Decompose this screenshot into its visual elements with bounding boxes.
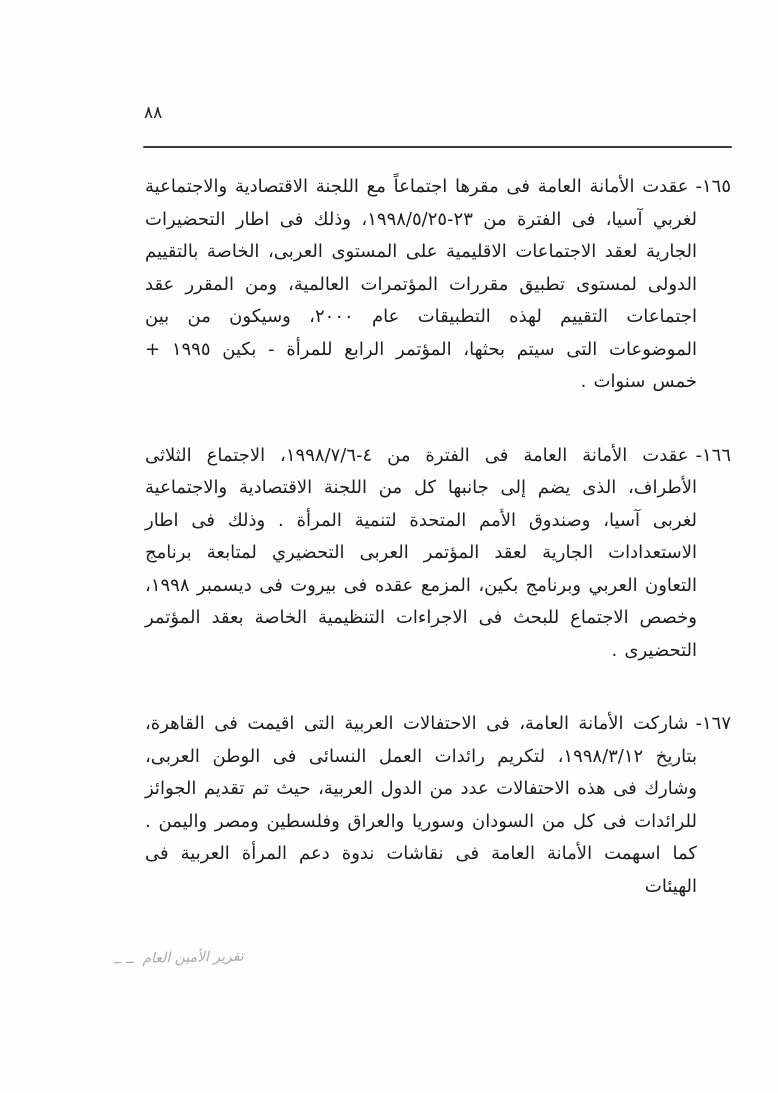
header-rule [143, 146, 732, 148]
document-body [145, 171, 731, 903]
paragraph-text: عقدت الأمانة العامة فى مقرها اجتماعاً مع اللجنة الاقتصادية والاجتماعية لغربي آسيا، فى الفترة من ٢٣-١٩٩٨/٥/٢٥، وذلك فى اطار التحضيرات الجارية لعقد الاجتماعات الاقليمية على المستوى العربى، الخاصة بالتقييم الدولى لمستوى تطبيق مقررات المؤتمرات العالمية، ومن المقرر عقد اجتماعات التقييم لهذه التطبيقات عام ٢٠٠٠، وسيكون من بين الموضوعات التى سيتم بحثها، المؤتمر الرابع للمرأة - بكين ١٩٩٥ + خمس سنوات . [145, 176, 698, 392]
paragraph-165 [145, 171, 731, 399]
paragraph-text: شاركت الأمانة العامة، فى الاحتفالات العربية التى اقيمت فى القاهرة، بتاريخ ١٩٩٨/٣/١٢، لتكريم رائدات العمل النسائى فى الوطن العربى، وشارك فى هذه الاحتفالات عدد من الدول العربية، حيث تم تقديم الجوائز للرائدات فى كل من السودان وسوريا والعراق وفلسطين ومصر واليمن . كما اسهمت الأمانة العامة فى نقاشات ندوة دعم المرأة العربية فى الهيئات [145, 713, 697, 897]
paragraph-167 [145, 708, 731, 903]
paragraph-number: ١٦٥- [695, 176, 731, 197]
paragraph-number: ١٦٧- [695, 713, 731, 734]
handwritten-note: تقرير الأمين العام [142, 948, 244, 967]
page-number: ٨٨ [144, 103, 163, 123]
paragraph-166 [145, 440, 731, 668]
footer-dashes: ــ ــ [113, 951, 134, 967]
paragraph-text: عقدت الأمانة العامة فى الفترة من ٤-١٩٩٨/٧/٦، الاجتماع الثلاثى الأطراف، الذى يضم إلى جانبها كل من اللجنة الاقتصادية والاجتماعية لغربى آسيا، وصندوق الأمم المتحدة لتنمية المرأة . وذلك فى اطار الاستعدادات الجارية لعقد المؤتمر العربى التحضيري لمتابعة برنامج التعاون العربي وبرنامج بكين، المزمع عقده فى بيروت فى ديسمبر ١٩٩٨، وخصص الاجتماع للبحث فى الاجراءات التنظيمية الخاصة بعقد المؤتمر التحضيرى . [145, 444, 697, 661]
footer-note-row [114, 949, 244, 968]
paragraph-number: ١٦٦- [695, 444, 731, 466]
